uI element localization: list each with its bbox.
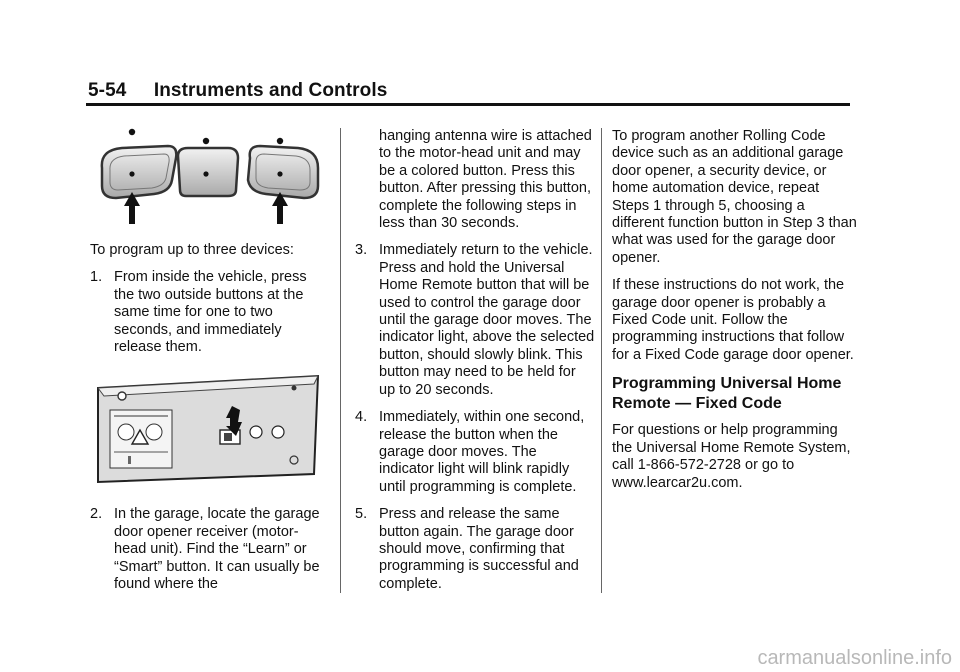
step-number: 3. <box>355 242 368 259</box>
list-item <box>90 269 330 356</box>
column-3 <box>612 128 860 502</box>
list-item <box>355 242 595 399</box>
intro-text: To program up to three devices: <box>90 242 294 258</box>
garage-receiver-illustration <box>90 374 330 488</box>
paragraph: To program another Rolling Code device such as an additional garage door opener, a security device, or home automation device, repeat Steps 1 through 5, choosing a different function button in Step 3 than what was used for the garage door opener. <box>612 128 857 266</box>
column-divider <box>340 128 341 593</box>
screw-icon <box>118 392 126 400</box>
step-number: 2. <box>90 506 103 523</box>
step-text: Immediately, within one second, release the button when the garage door moves. The indicator light will blink rapidly until programming is complete. <box>379 409 585 495</box>
step-text: Press and release the same button again. The garage door should move, confirming that programming is successful and complete. <box>379 506 579 592</box>
indicator-light-right <box>277 138 283 144</box>
watermark: carmanualsonline.info <box>757 647 952 669</box>
step-number: 1. <box>90 269 103 286</box>
paragraph: If these instructions do not work, the garage door opener is probably a Fixed Code unit. Follow the programming instructions that follow for a Fixed Code garage door opener. <box>612 277 854 363</box>
page-header <box>88 80 387 102</box>
step-2-continued: hanging antenna wire is attached to the motor-head unit and may be a colored button. Press this button. After pressing this button, complete the following steps in less than 30 seconds. <box>379 128 592 232</box>
step-text: Immediately return to the vehicle. Press and hold the Universal Home Remote button that will be used to control the garage door until the garage door moves. The indicator light, above the selected button, should slowly blink. This button may need to be held for up to 20 seconds. <box>379 242 595 398</box>
step-number: 5. <box>355 506 368 523</box>
step-text: In the garage, locate the garage door opener receiver (motor-head unit). Find the “Learn” or “Smart” button. It can usually be found where the <box>114 506 320 593</box>
indicator-light-left <box>129 129 135 135</box>
column-2 <box>355 128 595 603</box>
header-rule <box>86 103 850 106</box>
paragraph: For questions or help programming the Universal Home Remote System, call 1-866-572-2728 or go to www.learcar2u.com. <box>612 422 851 491</box>
middle-button <box>178 148 238 196</box>
indicator-light-middle <box>203 138 209 144</box>
list-item <box>355 409 595 496</box>
column-divider <box>601 128 602 593</box>
right-button <box>248 146 318 198</box>
step-number: 4. <box>355 409 368 426</box>
screw-icon <box>292 386 297 391</box>
list-item <box>355 506 595 593</box>
section-title: Instruments and Controls <box>153 80 388 101</box>
step-text: From inside the vehicle, press the two outside buttons at the same time for one to two seconds, and immediately release them. <box>114 269 307 356</box>
section-heading: Programming Universal Home Remote — Fixed Code <box>612 375 842 413</box>
page-number: 5-54 <box>88 80 127 101</box>
list-item <box>90 506 330 593</box>
left-button <box>102 146 177 198</box>
column-1 <box>90 128 330 603</box>
remote-buttons-illustration <box>90 128 330 224</box>
